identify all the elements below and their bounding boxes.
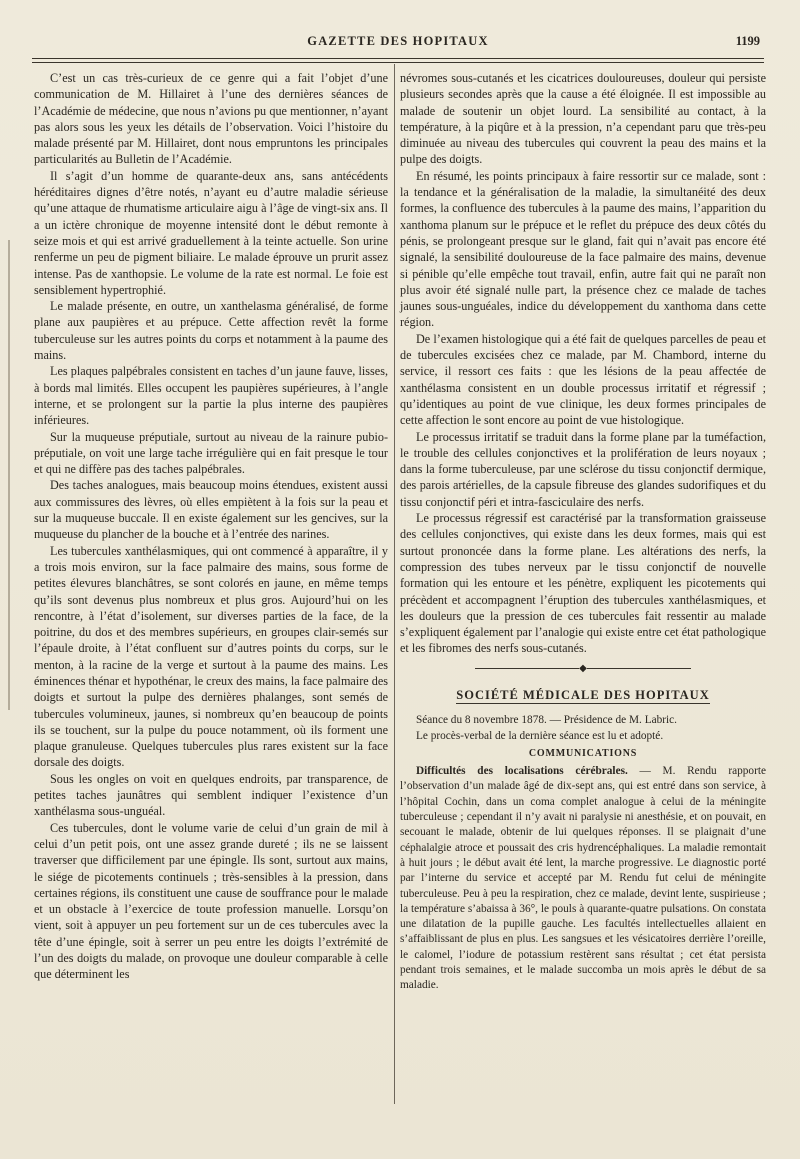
paragraph: Les tubercules xanthélasmiques, qui ont commencé à apparaître, il y a trois mois environ, sur la face palmaire des mains, sous forme de petites élevures blanchâtres, se sont colorés en jaune, en même temps qu’ils sont devenus plus nombreux et plus gros. Aujourd’hui on les rencontre, à l’état d’isolement, sur diverses parties de la face, de la poitrine, du dos et des membres supérieurs, en groupes clair-semés sur l’épaule droite, à l’état confluent sur d’autres points du corps, sur le menton, à la racine de la verge et surtout à la paume des mains. Les éminences thénar et hypothénar, le creux des mains, la face palmaire des doigts et surtout la pulpe des dernières phalanges, sont semés de tubercules volumineux, jaunes, si nombreux qu’en beaucoup de points ils se touchent, sur la pulpe du pouce notamment, où ils forment une plaque granuleuse. Quelques tubercules plus rares existent sur la face dorsale des doigts. (34, 543, 388, 770)
right-column (400, 70, 766, 994)
paragraph: Les plaques palpébrales consistent en taches d’un jaune fauve, lisses, à bords mal limités. Elles occupent les paupières supérieures, à l’angle interne, et se prolongent sur la partie la plus interne des paupières inférieures. (34, 364, 388, 428)
column-divider (394, 64, 395, 1104)
section-title-text: SOCIÉTÉ MÉDICALE DES HOPITAUX (456, 687, 710, 702)
paragraph: C’est un cas très-curieux de ce genre qui a fait l’objet d’une communication de M. Hillairet à l’une des dernières séances de l’Académie de médecine, que nous n’avions pu que mentionner, n’ayant pas alors sous les yeux les détails de l’observation. Voici l’histoire du malade présenté par M. Hillairet, dont nous empruntons les principales particularités au Bulletin de l’Académie. (34, 71, 388, 167)
communications-heading: COMMUNICATIONS (528, 747, 638, 759)
page-header (32, 34, 764, 52)
left-column (34, 70, 388, 983)
page-number: 1199 (735, 34, 760, 48)
paragraph: névromes sous-cutanés et les cicatrices douloureuses, douleur qui persiste plusieurs secondes après que la cause a été éloignée. Il est impossible au malade de soutenir un objet lourd. La sensibilité au contact, à la température, à la piqûre et à la pression, n’a cependant paru que très-peu diminuée au niveau des tubercules qui couvrent la peau des mains et la pulpe des doigts. (400, 71, 766, 167)
paragraph: Le processus régressif est caractérisé par la transformation graisseuse des cellules conjonctives, qui existe dans les deux formes, mais qui est surtout prononcée dans la forme plane. Les altérations des nerfs, la compression des tubes nerveux par le tissu conjonctif de nouvelle formation qui les entoure et les pénètre, expliquent les picotements qui précèdent et accompagnent l’éruption des tubercules xanthélasmiques, et les douleurs que la pression de ces tubercules fait ressentir au malade s’expliquent également par l’analogie qui existe entre cet état pathologique et les fibromes des nerfs sous-cutanés. (400, 511, 766, 656)
section-title (400, 687, 766, 703)
society-report (400, 713, 766, 993)
communication-body: rapporte l’observation d’un malade âgé de dix-sept ans, qui est entré dans son service, à l’hôpital Cochin, dans un coma complet analogue à celui de la méningite tuberculeuse ; cependant il n’y avait ni paralysie ni anesthésie, et on pouvait, en secouant le malade, obtenir de lui quelques réponses. Il se plaignait d’une céphalalgie atroce et poussait des cris hydrencéphaliques. La maladie remontait à huit jours ; le début avait été lent, la marche progressive. Le diagnostic porté par l’interne du service et accepté par M. Rendu fut celui de méningite tuberculeuse. Peu à peu la respiration, chez ce malade, devint lente, suspirieuse ; la température s’abaissa à 36°, le pouls à quarante-quatre pulsations. On constata une dilatation de la pupille gauche. Les facultés intellectuelles allaient en s’affaiblissant de plus en plus. Les sangsues et les vésicatoires derrière l’oreille, le calomel, l’iodure de potassium restèrent sans résultat ; cet état persista pendant trois semaines, et le malade succomba un mois après le début de sa maladie. (400, 765, 766, 992)
paragraph: Des taches analogues, mais beaucoup moins étendues, existent aussi aux commissures des lèvres, où elles empiètent à la fois sur la peau et sur la muqueuse buccale. Il en existe également sur les gencives, sur la muqueuse du plancher de la bouche et à l’entrée des narines. (34, 478, 388, 542)
session-line: Séance du 8 novembre 1878. — Présidence de M. Labric. (416, 714, 678, 727)
header-rule-thin (32, 62, 764, 63)
margin-stain (8, 240, 16, 710)
minutes-line: Le procès-verbal de la dernière séance est lu et adopté. (416, 729, 664, 742)
communication-paragraph (400, 764, 766, 993)
section-ornament: ◆ (400, 661, 766, 677)
paragraph: Il s’agit d’un homme de quarante-deux ans, sans antécédents héréditaires dignes d’être notés, n’ayant eu d’autre maladie sérieuse qu’une attaque de rhumatisme articulaire aigu à l’âge de vingt-six ans. Il a un ictère chronique de moyenne intensité dont le début remonte à seize mois et qui est arrivé graduellement à la teinte actuelle. Son urine renferme un peu de pigment biliaire. Le malade éprouve un prurit assez intense. Pas de xanthopsie. Le volume de la rate est normal. Le foie est sensiblement hypertrophié. (34, 168, 388, 297)
communication-author: — M. Rendu (627, 765, 717, 778)
header-rule (32, 58, 764, 59)
paragraph: En résumé, les points principaux à faire ressortir sur ce malade, sont : la tendance et la généralisation de la maladie, la simultanéité des deux formes, la confluence des tubercules à la paume des mains, l’apparition du xanthoma planum sur le prépuce et le reflet du prépuce des deux côtés du pénis, se prolongeant presque sur le gland, fait qui n’avait pas encore été signalé, la sensibilité douloureuse de la face palmaire des mains, devenue si pénible qu’elle empêche tout travail, enfin, autre fait qui ne paraît non plus avoir été signalé nulle part, la présence chez ce malade de taches jaunes sous-unguéales, indice du développement du xanthoma dans cette région. (400, 168, 766, 330)
paragraph: Sur la muqueuse préputiale, surtout au niveau de la rainure pubio-préputiale, on voit une large tache irrégulière qui en fait presque le tour et qui ne diffère pas des taches palpébrales. (34, 429, 388, 477)
paragraph: Le malade présente, en outre, un xanthelasma généralisé, de forme plane aux paupières et au prépuce. Cette affection revêt la forme tuberculeuse sur les autres points du corps et notamment à la paume des mains. (34, 299, 388, 363)
communication-title: Difficultés des localisations cérébrales. (416, 765, 628, 778)
journal-title: GAZETTE DES HOPITAUX (307, 34, 489, 48)
paragraph: Sous les ongles on voit en quelques endroits, par transparence, de petites taches jaunâtres qui semblent indiquer l’existence d’un xanthélasma sous-unguéal. (34, 771, 388, 819)
paragraph: Le processus irritatif se traduit dans la forme plane par la tuméfaction, le trouble des cellules conjonctives et la prolifération de leurs noyaux ; dans la forme tuberculeuse, par une sclérose du tissu conjonctif dermique, des parois artérielles, de la capsule fibreuse des glandes sudorifiques et du tissu conjonctif péri et intra-fasciculaire des nerfs. (400, 429, 766, 509)
paragraph: Ces tubercules, dont le volume varie de celui d’un grain de mil à celui d’un petit pois, ont une assez grande dureté ; ils ne se laissent traverser que difficilement par une épingle. Ils sont, surtout aux mains, le siége de picotements continuels ; très-sensibles à la pression, dans certaines régions, ils constituent une cause de souffrance pour le malade et un obstacle à l’exercice de toute profession manuelle. Lorsqu’on vient, soit à appuyer un peu fortement sur un de ces tubercules avec la tête d’une épingle, soit à serrer un peu entre les doigts l’extrémité de l’un des doigts du malade, on provoque une douleur comparable à celle que déterminent les (34, 820, 388, 982)
paragraph: De l’examen histologique qui a été fait de quelques parcelles de peau et de tubercules excisées chez ce malade, par M. Chambord, interne du service, il ressort ces faits : que les lésions de la peau affectée de xanthélasma consistent en un double processus irritatif et régressif ; qu’identiques au point de vue clinique, les deux formes principales de cette affection le sont encore au point de vue histologique. (400, 331, 766, 428)
